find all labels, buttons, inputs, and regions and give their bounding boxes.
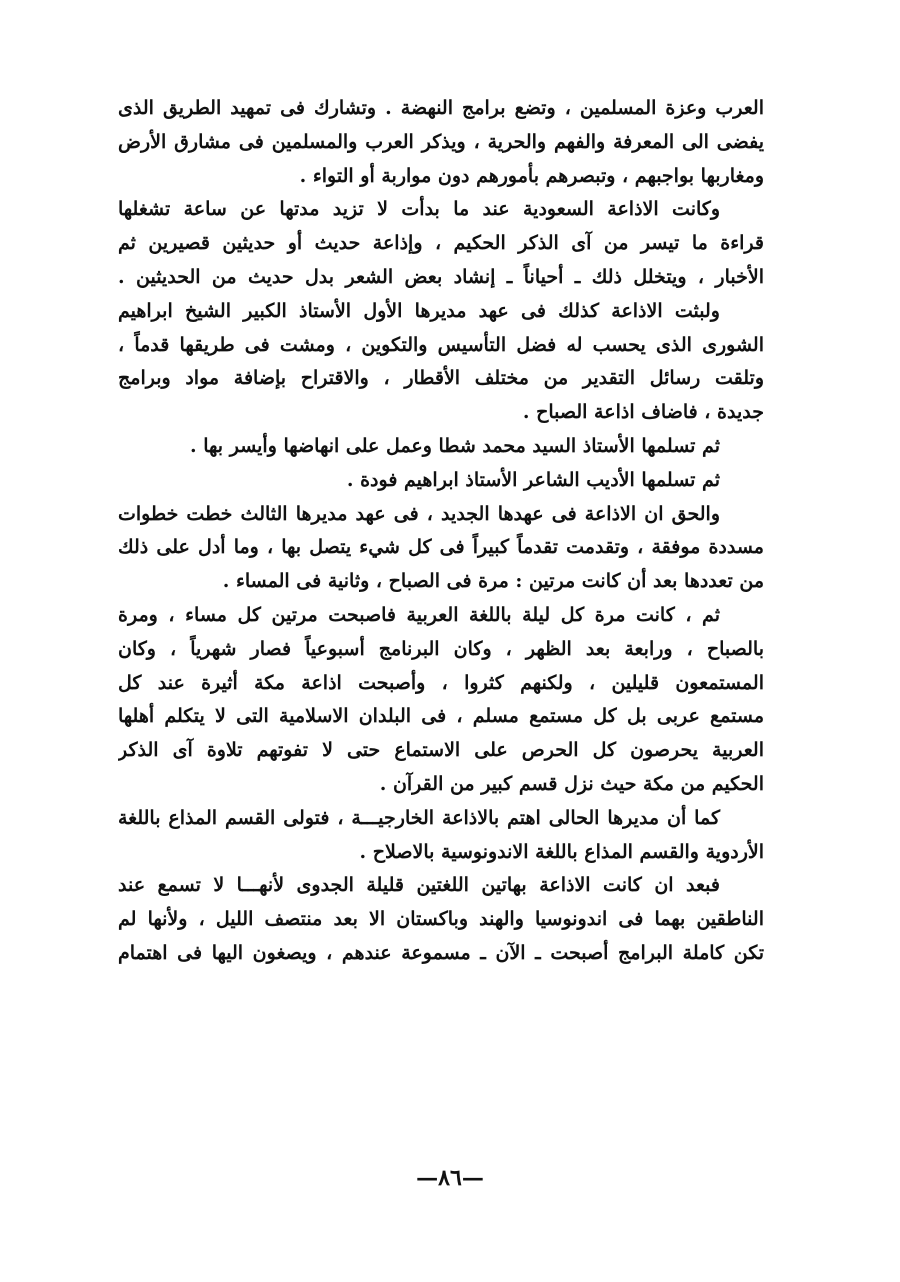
text-line: المستمعون قليلين ، ولكنهم كثروا ، وأصبحت اذاعة مكة أثيرة عند كل (118, 671, 764, 694)
text-line: ولبثت الاذاعة كذلك فى عهد مديرها الأول الأستاذ الكبير الشيخ ابراهيم (118, 299, 720, 322)
text-line: ومغاربها بواجبهم ، وتبصرهم بأمورهم دون مواربة أو التواء . (299, 164, 764, 187)
text-line: العرب وعزة المسلمين ، وتضع برامج النهضة . وتشارك فى تمهيد الطريق الذى (118, 97, 764, 119)
text-line: الناطقين بهما فى اندونوسيا والهند وباكستان الا بعد منتصف الليل ، ولأنها لم (118, 908, 764, 931)
page-number: —٨٦— (416, 1165, 484, 1191)
text-line: بالصباح ، ورابعة بعد الظهر ، وكان البرنامج أسبوعياً فصار شهرياً ، وكان (118, 637, 764, 660)
text-line: الشورى الذى يحسب له فضل التأسيس والتكوين ، ومشت فى طريقها قدماً ، (118, 333, 764, 356)
text-line: تكن كاملة البرامج أصبحت ـ الآن ـ مسموعة عندهم ، ويصغون اليها فى اهتمام (118, 941, 764, 964)
text-line: والحق ان الاذاعة فى عهدها الجديد ، فى عهد مديرها الثالث خطت خطوات (118, 502, 720, 525)
text-line: قراءة ما تيسر من آى الذكر الحكيم ، وإذاعة حديث أو حديثين قصيرين ثم (118, 232, 764, 255)
body-text (118, 92, 764, 971)
text-line: العربية يحرصون كل الحرص على الاستماع حتى لا تفوتهم تلاوة آى الذكر (118, 739, 764, 762)
text-line: جديدة ، فاضاف اذاعة الصباح . (522, 401, 764, 424)
text-line: مستمع عربى بل كل مستمع مسلم ، فى البلدان الاسلامية التى لا يتكلم أهلها (118, 705, 764, 728)
text-line: وتلقت رسائل التقدير من مختلف الأقطار ، والاقتراح بإضافة مواد وبرامج (118, 367, 764, 390)
text-line: فبعد ان كانت الاذاعة بهاتين اللغتين قليلة الجدوى لأنهـــا لا تسمع عند (118, 874, 720, 897)
text-line: ثم ، كانت مرة كل ليلة باللغة العربية فاصبحت مرتين كل مساء ، ومرة (118, 603, 720, 626)
text-line: مسددة موفقة ، وتقدمت تقدماً كبيراً فى كل شيء يتصل بها ، وما أدل على ذلك (118, 536, 764, 559)
text-line: الأخبار ، ويتخلل ذلك ـ أحياناً ـ إنشاد بعض الشعر بدل حديث من الحديثين . (118, 265, 764, 288)
text-line: ثم تسلمها الأديب الشاعر الأستاذ ابراهيم فودة . (346, 468, 720, 491)
text-line: وكانت الاذاعة السعودية عند ما بدأت لا تزيد مدتها عن ساعة تشغلها (118, 198, 720, 221)
text-line: يفضى الى المعرفة والفهم والحرية ، ويذكر العرب والمسلمين فى مشارق الأرض (118, 130, 764, 153)
text-line: ثم تسلمها الأستاذ السيد محمد شطا وعمل على انهاضها وأيسر بها . (190, 434, 720, 457)
text-line: كما أن مديرها الحالى اهتم بالاذاعة الخارجيـــة ، فتولى القسم المذاع باللغة (118, 806, 720, 829)
text-line: الحكيم من مكة حيث نزل قسم كبير من القرآن . (379, 772, 764, 795)
text-line: الأردوية والقسم المذاع باللغة الاندونوسية بالاصلاح . (359, 840, 764, 863)
text-line: من تعددها بعد أن كانت مرتين : مرة فى الصباح ، وثانية فى المساء . (222, 570, 764, 593)
